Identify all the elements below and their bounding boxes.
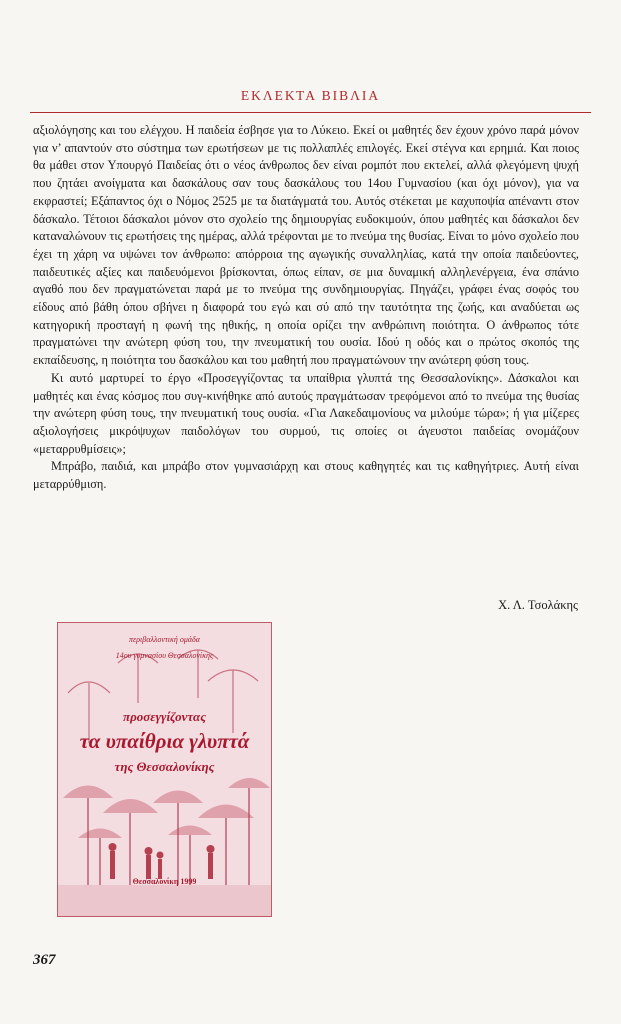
cover-group-line: περιβαλλοντική ομάδα bbox=[129, 635, 200, 644]
cover-title-line-3: της Θεσσαλονίκης bbox=[114, 759, 215, 774]
cover-school-line: 14ου γυμνασίου Θεσσαλονίκης bbox=[115, 651, 214, 660]
author-signature: Χ. Λ. Τσολάκης bbox=[498, 598, 578, 612]
cover-title-line-2: τα υπαίθρια γλυπτά bbox=[79, 729, 250, 753]
header-rule bbox=[30, 112, 591, 113]
book-cover-image bbox=[57, 622, 272, 917]
paragraph-1: αξιολόγησης και του ελέγχου. Η παιδεία έσβησε για το Λύκειο. Εκεί οι μαθητές δεν έχουν χρόνο παρά μόνον για ν’ απαντούν στο σύστημα των ερωτήσεων με τις πολλαπλές επιλογές. Εκεί στέγνα και ερημιά. Και ποιος θα μάθει στον Υπουργό Παιδείας ότι ο νέος άνθρωπος δεν είναι ρομπότ που εκτελεί, αλλά φλεγόμενη ψυχή που ζητάει ανοίγματα και δασκάλους σαν τους δασκάλους του 14ου Γυμνασίου (και όχι μόνον), για να εκφραστεί; Εξάπαντος όχι ο Νόμος 2525 με τα διατάγματά του. Αυτός στέκεται με καχυποψία απέναντι στον δάσκαλο. Τέτοιοι δάσκαλοι μόνον στο σχολείο της δημιουργίας ευδοκιμούν, όπου μαθητές και δάσκαλοι δεν καταναλώνουν τις ερωτήσεις της ημέρας, αλλά τρέφονται με το πνεύμα της θυσίας. Είναι το μόνο σχολείο που έχει τη χάρη να υψώνει τον άνθρωπο: απόρροια της αγωγικής συναλληλίας, κατά την οποία παιδεύοντες, παιδευτικές αξίες και παιδευόμενοι βρίσκονται, όπως είπαν, σε μια δυναμική αλληλενέργεια, ένα σπάνιο αγαθό που δεν πραγματώνεται παρά με το πνεύμα της συνδημιουργίας. Πηγάζει, γράφει ένας σοφός του είδους από βάθη όπου σβήνει η διαφορά του εγώ και σύ από την ταυτότητα της ζωής, και αναδύεται ως κατηγορική προσταγή η φωνή της ηθικής, η οποία ορίζει την ανθρώπινη ποιότητα. Ο άνθρωπος τότε πραγματώνει την ανώτερη φύση του, την πνευματική του ουσία. Ιδού η οδός και ο πρώτος σκοπός της εκπαίδευσης, η ποιότητα του δασκάλου και του μαθητή που πραγματώνουν την ανώτερη φύση τους. bbox=[33, 123, 579, 368]
cover-place-year: Θεσσαλονίκη 1999 bbox=[132, 877, 197, 886]
running-header: ΕΚΛΕΚΤΑ ΒΙΒΛΙΑ bbox=[240, 88, 381, 103]
page-number: 367 bbox=[33, 952, 56, 968]
article-body bbox=[33, 122, 579, 494]
paragraph-3: Μπράβο, παιδιά, και μπράβο στον γυμνασιάρχη και στους καθηγητές και τις καθηγήτριες. Αυτή είναι μεταρρύθμιση. bbox=[33, 459, 579, 492]
cover-title-line-1: προσεγγίζοντας bbox=[123, 709, 206, 724]
paragraph-2: Κι αυτό μαρτυρεί το έργο «Προσεγγίζοντας τα υπαίθρια γλυπτά της Θεσσαλονίκης». Δάσκαλοι και μαθητές και ένας κόσμος που συγ-κινήθηκε από αυτούς πραγμάτωσαν τρεφόμενοι από το πνεύμα της θυσίας την ανώτερη φύση τους, την πνευματική τους ουσία. «Για Λακεδαιμονίους να μιλούμε τώρα»; ή για μίζερες αξιολογήσεις μικρόψυχων παιδολόγων του συρμού, τις οποίες οι άγευστοι παιδείας ονομάζουν «μεταρρυθμίσεις»; bbox=[33, 370, 579, 456]
